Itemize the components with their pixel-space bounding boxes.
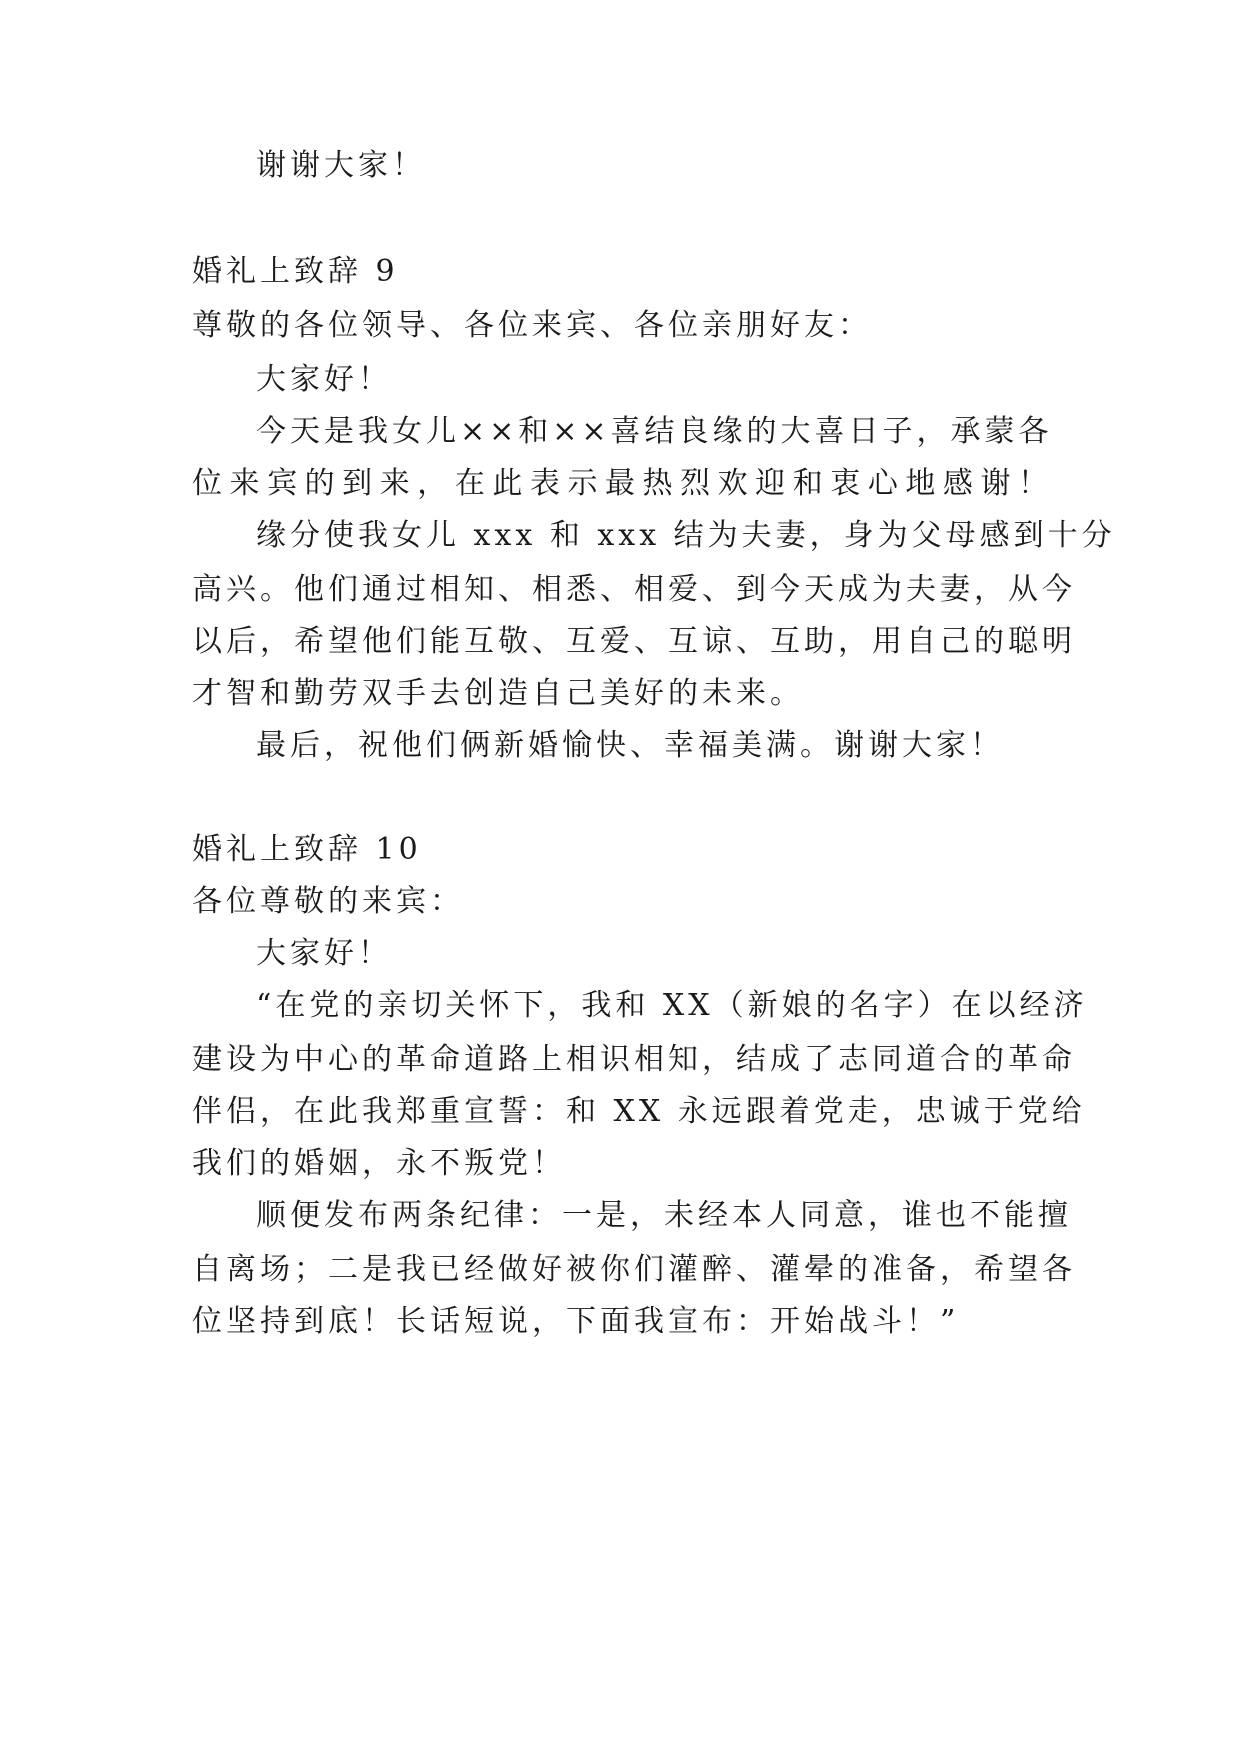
salutation-9: 尊敬的各位领导、各位来宾、各位亲朋好友：	[192, 308, 872, 343]
paragraph-line: 缘分使我女儿 xxx 和 xxx 结为夫妻，身为父母感到十分	[256, 518, 1116, 553]
salutation-10: 各位尊敬的来宾：	[192, 884, 464, 919]
greeting-9: 大家好！	[256, 362, 392, 397]
paragraph-line: 建设为中心的革命道路上相识相知，结成了志同道合的革命	[192, 1042, 1076, 1077]
paragraph-line: “在党的亲切关怀下，我和 XX（新娘的名字）在以经济	[256, 988, 1088, 1023]
paragraph-line: 高兴。他们通过相知、相悉、相爱、到今天成为夫妻，从今	[192, 572, 1076, 607]
paragraph-line: 最后，祝他们俩新婚愉快、幸福美满。谢谢大家！	[256, 728, 1004, 763]
paragraph-line: 位来宾的到来，在此表示最热烈欢迎和衷心地感谢！	[192, 466, 1052, 501]
paragraph-line: 伴侣，在此我郑重宣誓：和 XX 永远跟着党走，忠诚于党给	[192, 1094, 1086, 1129]
paragraph-line: 我们的婚姻，永不叛党！	[192, 1146, 566, 1181]
section-title-10: 婚礼上致辞 10	[192, 832, 422, 867]
paragraph-line: 位坚持到底！长话短说，下面我宣布：开始战斗！”	[192, 1304, 960, 1339]
closing-text: 谢谢大家！	[256, 148, 426, 183]
section-title-9: 婚礼上致辞 9	[192, 254, 399, 289]
paragraph-line: 今天是我女儿××和××喜结良缘的大喜日子，承蒙各	[256, 414, 1053, 449]
greeting-10: 大家好！	[256, 936, 392, 971]
paragraph-line: 才智和勤劳双手去创造自己美好的未来。	[192, 676, 804, 711]
paragraph-line: 自离场；二是我已经做好被你们灌醉、灌晕的准备，希望各	[192, 1252, 1076, 1287]
paragraph-line: 顺便发布两条纪律：一是，未经本人同意，谁也不能擅	[256, 1198, 1072, 1233]
paragraph-line: 以后，希望他们能互敬、互爱、互谅、互助，用自己的聪明	[192, 624, 1076, 659]
